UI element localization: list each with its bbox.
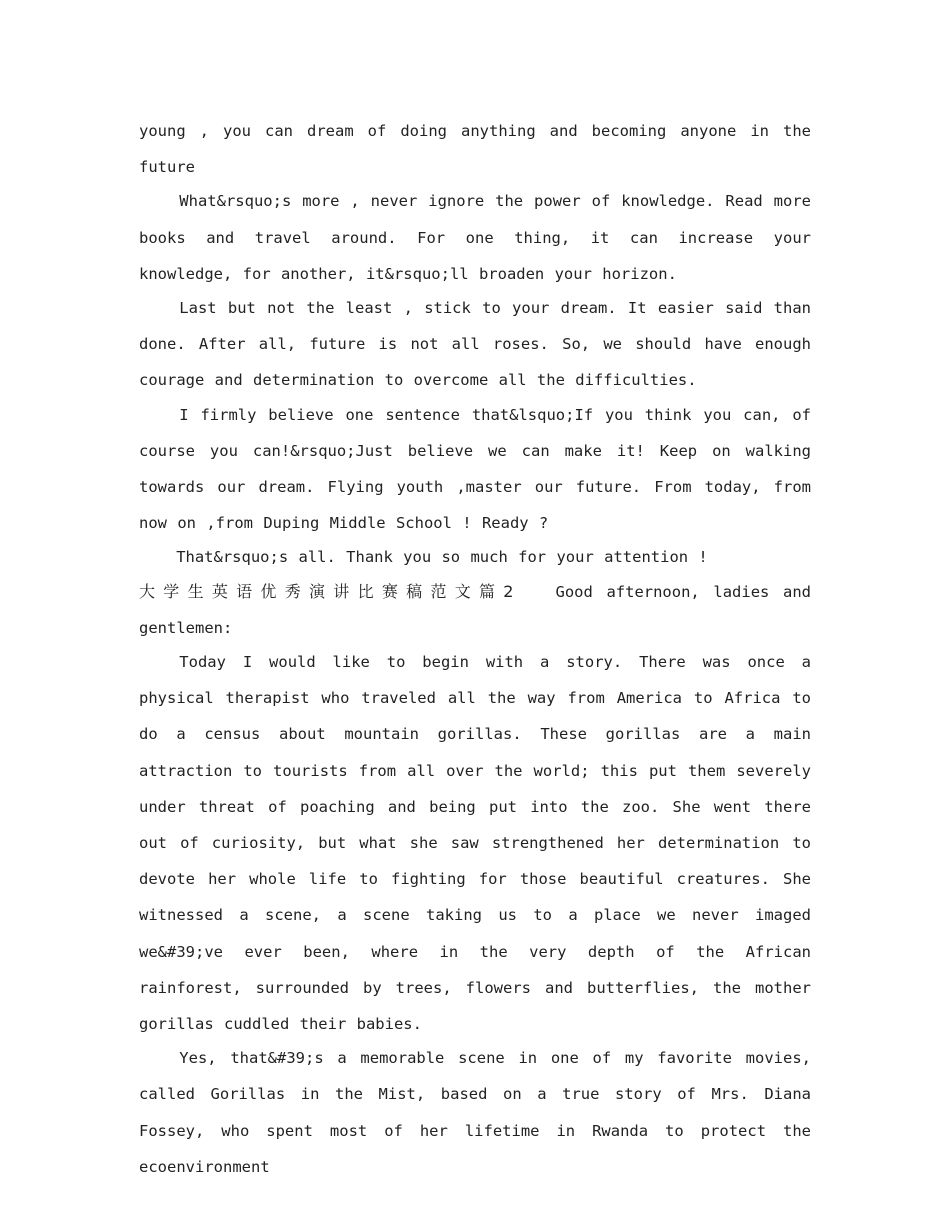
paragraph-belief: I firmly believe one sentence that&lsquo;If you think you can, of course you can!&rsquo;Just believe we can make it! Keep on walking towards our dream. Flying youth ,master our future. From today, from now on ,from Duping Middle School ! Ready ? (139, 405, 811, 533)
paragraph-movie: Yes, that&#39;s a memorable scene in one of my favorite movies, called Gorillas in the Mist, based on a true story of Mrs. Diana Fossey, who spent most of her lifetime in Rwanda to protect the ecoenvironment (139, 1049, 811, 1176)
section-heading-line (139, 574, 811, 646)
paragraph-stick-to-dream: Last but not the least , stick to your dream. It easier said than done. After all, future is not all roses. So, we should have enough courage and determination to overcome all the difficulties. (139, 299, 811, 390)
paragraph-story: Today I would like to begin with a story. There was once a physical therapist who traveled all the way from America to Africa to do a census about mountain gorillas. These gorillas are a main attraction to tourists from all over the world; this put them severely under threat of poaching and being put into the zoo. She went there out of curiosity, but what she saw strengthened her determination to devote her whole life to fighting for those beautiful creatures. She witnessed a scene, a scene taking us to a place we never imaged we&#39;ve ever been, where in the very depth of the African rainforest, surrounded by trees, flowers and butterflies, the mother gorillas cuddled their babies. (139, 653, 811, 1034)
paragraph-closing: That&rsquo;s all. Thank you so much for your attention ! (176, 548, 708, 567)
paragraph-continuation: young , you can dream of doing anything and becoming anyone in the future (139, 122, 811, 177)
section-heading: 大学生英语优秀演讲比赛稿范文篇2 (139, 581, 518, 601)
greeting: Good afternoon, ladies and gentlemen: (139, 582, 811, 637)
document-body (139, 113, 811, 1183)
paragraph-knowledge: What&rsquo;s more , never ignore the power of knowledge. Read more books and travel around. For one thing, it can increase your knowledge, for another, it&rsquo;ll broaden your horizon. (139, 192, 811, 283)
